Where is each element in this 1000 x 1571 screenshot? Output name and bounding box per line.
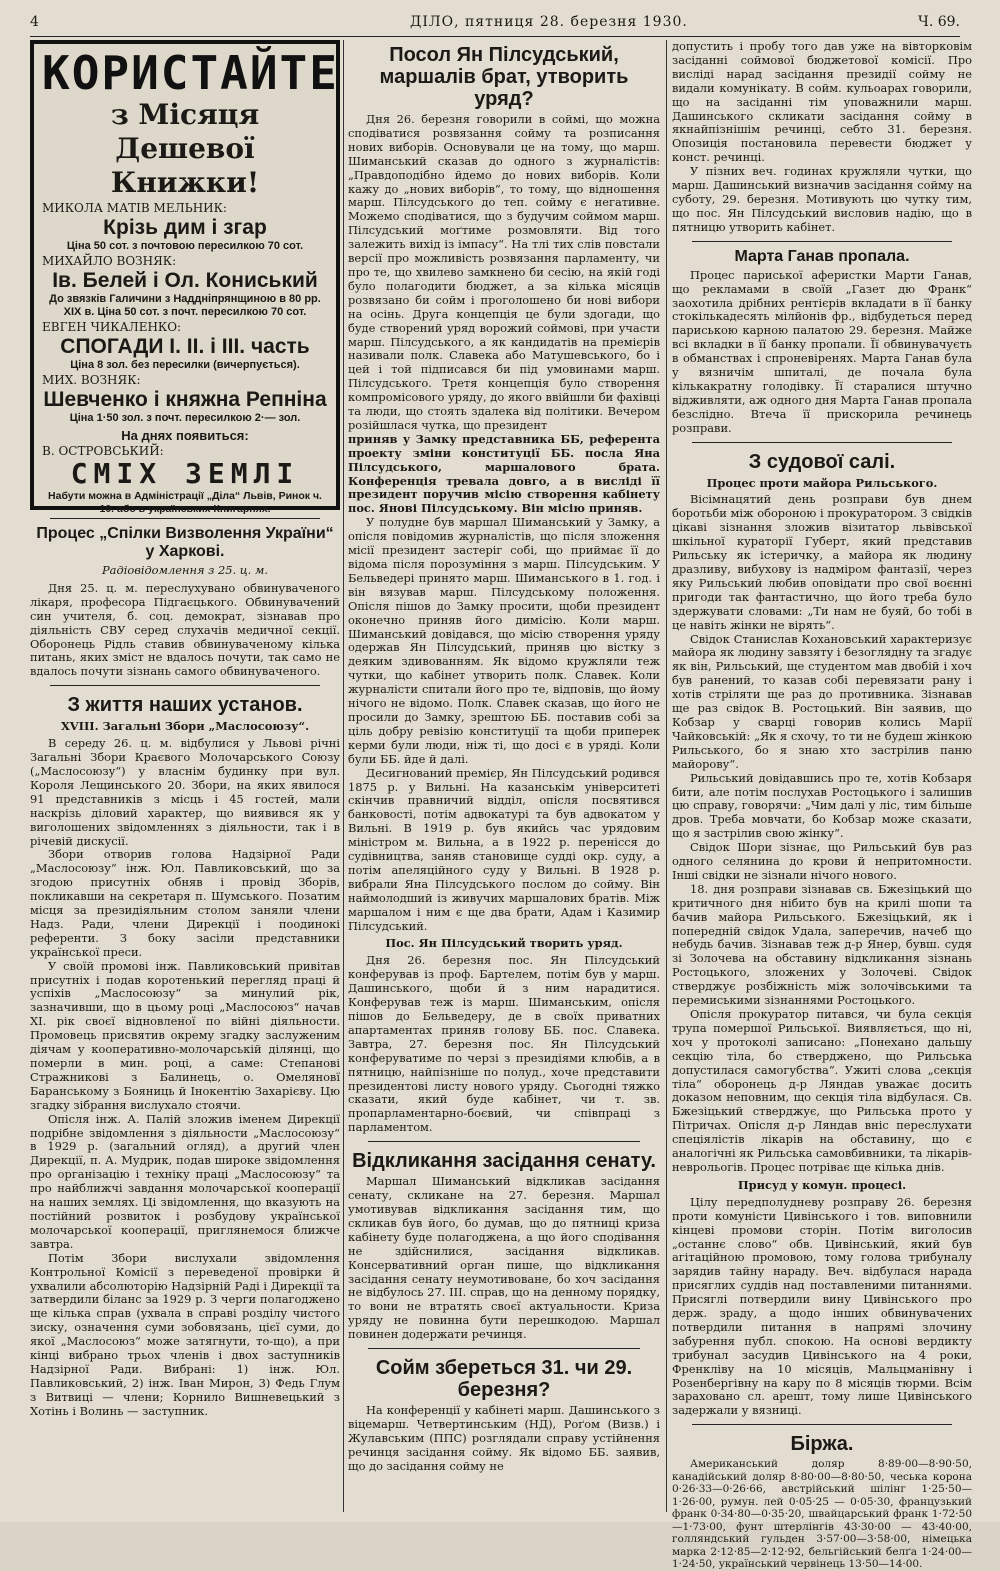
article-paragraph: Дня 26. березня пос. Ян Пілсудський конферував із проф. Бартелем, потім був у марш. Дашинського, щоби й з ним нарадитися. Конферував теж із марш. Шиманським, опісля пішов до Бельведеру, де в своїх приватних апартаментах приняв голову ББ. пос. Славека. Завтра, 27. березня пос. Ян Пілсудський конферуватиме по черзі з президіями клюбів, а в пятницю, найпізніше по полуд., хоче представити президентові листу нового уряду. Сьогодні тяжко сказати, який буде кабінет, чи т. зв. пропарламентарно-боєвий, чи співпраці з парламентом. [348,953,660,1135]
article-paragraph: Свідок Станислав Кохановський характеризує майора як людину завзяту і безоглядну та згадує як він, Рильський, ще студентом мав двобій і хоч був ранений, то казав собі перевязати рану і хотів стріляти ще раз до противника. Зізнавав ще раз свідок В. Ростоцький. Він заявив, що Кобзар у сварці говорив колись Марії Чайковській: „Як я схочу, то ти не будеш жінкою Рильського, бо я знаю хто застрілив паню майорову“. [672,631,972,771]
ad-author: В. ОСТРОВСЬКИЙ: [42,443,164,458]
article-paragraph: Потім Збори вислухали звідомлення Контрольної Комісії з переведеної провірки й ухвалили абсолюторію Надзірній Раді і Дирекції та затвердили біланс за 1929 р. З черги полагоджено ще кілька справ (ухвала в справі розділу чистого зиску, означення суми зобовязань, цієї суми, до якої „Маслосоюз“ може затягнути, то-що), а при кінці вибрано трьох членів і двох заступників Надзірної Ради. Вибрані: 1) інж. Юл. Павликовський, 2) інж. Іван Мирон, 3) Федь Глум з Витвиці — члени; Корнило Вишневецький з Хотінь і Волинь — заступник. [30,1250,340,1418]
ad-price: Ціна 50 сот. з почтовою пересилкою 70 сот. [66,239,304,252]
book-advertisement [30,40,340,516]
ad-author: МИКОЛА МАТІВ МЕЛЬНИК: [42,201,227,215]
article-paragraph: Маршал Шиманський відкликав засідання сенату, скликане на 27. березня. Маршал умотивував відкликання засідання тим, що скликав був його, бо думав, що до пятниці криза кабінету буде полагоджена, а що його сподівання не здійснилися, засідання відкликав. Консервативний орган пише, що відкликання засідання сенату неумотивоване, бо хоч засідання не відбулось 27. III. справ, що на денному порядку, то вони не втратять своєї актуальности. Криза уряду не повинна бути перешкодою. Маршал повинен додержати речинця. [348,1174,660,1342]
ad-subline: з Місяця Дешевої Книжки! [110,98,260,199]
article-paragraph: У пізних веч. годинах кружляли чутки, що марш. Дашинський визначив засідання сойму на суботу, 29. березня. Мотивують цю чутку тим, що пос. Ян Пілсудський висловив надію, що в пятницю утворить кабінет. [672,164,972,234]
column-3 [672,39,972,1571]
article-paragraph: У своїй промові інж. Павликовський привітав присутніх і подав коротенький перегляд праці й успіхів „Маслосоюзу“ за минулий рік, зазначивши, що в цьому році „Маслосоюз“ начав XI. рік своєї відновленої по війні діяльности. Промовець присвятив окрему згадку заслуженим діячам у кооперативно-молочарській ділянці, що померли в мин. році, а саме: Степанові Стражникові з Балинець, о. Омеляновї Баранському з Бояниць й Інокентію Захарієву. Цю згадку зібрання вислухало стоячи. [30,958,340,1112]
column-1 [30,40,340,1510]
ad-footer: Набути можна в Адміністрації „Діла“ Львів, Ринок ч. 10. або в українських Книгарнях. [48,490,322,516]
article-paragraph-bold: приняв у Замку представника ББ, референта проекту зміни конституції ББ. посла Яна Пілсудського, маршалового брата. Конференція тревала довго, а в висліді її президент поручив місію створення кабінету пос. Янові Пілсудському. Він місію приняв. [348,431,660,516]
article-paragraph: Рильський довідавшись про те, хотів Кобзаря бити, але потім послухав Ростоцького і залишив цю справу, говорячи: „Чим далі у ліс, тим більше дров. Треба мовчати, бо Кобзар може сказати, що я застрілив свою жінку“. [672,770,972,841]
page-number: 4 [30,14,39,30]
article-paragraph: Вісімнацятий день розправи був днем боротьби між обороною і прокуратором. З свідків цікаві зізнання зложив візитатор львівської шкільної кураторії Губерт, який представив Рильську як істеричку, а майора як людину дразливу, вибухову із надміром фантазії, через яку Рильський любив оповідати про свої воєнні пригоди так фантастично, що його треба було здержувати словами: „Ти нам не буяй, бо тобі в це навіть жінки не вірять“. [672,492,972,632]
article-paragraph: Збори отворив голова Надзірної Ради „Маслосоюзу“ інж. Юл. Павликовський, що за згодою присутніх обняв і провід Зборів, покликавши на секретаря п. Шумського. Позатим місця за президіяльним столом заняли члени Надз. Ради, члени Дирекції і поодинокі референти. З боку засіли представники української преси. [30,847,340,959]
ad-book-title: Крізь дим і згар [103,215,267,239]
article-headline: Відкликання засідання сенату. [352,1150,656,1173]
divider [692,241,952,242]
ad-author: ЕВГЕН ЧИКАЛЕНКО: [42,319,182,334]
article-headline: З судової салі. [748,450,896,473]
article-paragraph: Свідок Шори зізнає, що Рильський був раз одного селянина до крови й непритомности. Інші свідки не зізнали нічого нового. [672,840,972,882]
ad-author: МИХАЙЛО ВОЗНЯК: [42,253,177,268]
article-paragraph: Процес париської аферистки Марти Ганав, що рекламами в своїй „Газет дю Франк“ заохотила дрібних рентієрів вкладати в її банку стокількадесять мілйонів фр., відбудеться перед париською карною палатою 29. березня. Майже всі вкладки в її банку пропали. Її обвинувачуєть в обманствах і спроневіренях. Марта Ганав була у вязничім шпиталі, де почала була кількакратну голодівку. Її старалися штучно відживляти, аж одного дня Марта Ганав пропала безслідно. Втеча її прискорила речинець розправи. [672,267,972,435]
article-paragraph: В середу 26. ц. м. відбулися у Львові річні Загальні Збори Краєвого Молочарського Союзу („Маслосоюзу“) у власнім будинку при вул. Короля Лещинського 20. Збори, на яких явилося 91 представників з місць і 45 гостей, мали наскрізь діловий характер, що виявився як у виголошених звідомленнях з діяльности, так і в річевій дискусії. [30,736,340,848]
article-subheading: XVIII. Загальні Збори „Маслосоюзу“. [60,719,310,734]
divider [692,1424,952,1425]
article-paragraph: У полудне був маршал Шиманський у Замку, а опісля повідомив журналістів, що після зложення місії президент застеріг собі, що приймає її до відома після порозуміння з марш. Пілсудським. У Бельведері принято марш. Шиманського в 1. год. і він вязував марш. Пілсудському положення. Опісля пішов до Замку просити, щоби президент оконечно приняв його димісію. Коли марш. Шиманський довідався, що місію створення уряду одержав Ян Пілсудський, приняв цю вістку з деяким здивованням. Як відомо кружляли теж чутки, що кабінет утворить полк. Славек. Коли журналісти спитали його про те, відповів, що йому нічого не відомо. Полк. Славек сказав, що його не просили до Замку, зрештою ББ. поставив собі за ціль добру ревізію конституції та щоби приперек керми були люди, ніж ті, що досі є в уряді. Коли були ББ. йде й далі. [348,515,660,766]
issue-number: Ч. 69. [918,14,960,30]
article-headline: Марта Ганав пропала. [734,247,910,265]
article-paragraph: допустить і пробу того дав уже на вівторковім засіданні соймової бюджетової комісії. Про висліді нарад засідання президії сойму не видали комунікату. В сойм. кульоарах говорили, що на засіданні тім уповажнили марш. Дашинського скликати засідання сойму в якнайпізнішім речинці, себто 31. березня. Опозиція постановила перевести бюджет у конст. речинці. [672,39,972,165]
divider [368,1348,640,1349]
article-subheading: Процес проти майора Рильського. [706,475,938,490]
article-paragraph: Опісля прокуратор питався, чи була секція трупа помершої Рильської. Виявляється, що ні, хоч у протоколі записано: „Понехано дальшу секцію тіла, бо стверджено, що Рильська допустилася самогубства“. Ужиті слова „секція тіла“ оборонець д-р Ляндав уважає досить доказом неповним, що секція тіла відбулася. Св. Бжезіцький стверджує, що Рильська прото у Пітричах. Опісля д-р Ляндав вніс переслухати спеціялістів лікарів на обставину, що є аналогічні як Рильська самовбивники, та лікарів-неврольогів. Процес потріває ще кілька днів. [672,1007,972,1174]
article-subheading: Пос. Ян Пілсудський творить уряд. [385,936,623,951]
article-headline: Сойм збереться 31. чи 29. березня? [375,1357,633,1402]
column-2 [348,40,660,1510]
divider [50,685,320,686]
article-headline: Біржа. [790,1433,854,1456]
column-rule [666,40,667,1512]
ad-headline: КОРИСТАЙТЕ [42,46,339,100]
ad-book-title: Шевченко і княжна Репніна [43,387,327,411]
exchange-rates: Американський доляр 8·89·00—8·90·50, канадійський доляр 8·80·00—8·80·50, чеська корона 0·26·33—0·26·66, австрійський шілінг 1·25·50—1·26·00, румун. лей 0·05·25 — 0·05·30, французький франк 0·34·80—0·35·20, швайцарський франк 1·72·50—1·73·00, фунт штерлінгів 43·30·00 — 43·40·00, голляндський гульден 3·57·00—3·58·00, німецька марка 2·12·85—2·12·92, бельгійський белґа 1·24·00—1·24·50, український червінець 13·50—14·00. [672,1458,972,1571]
article-subheading: Присуд у комун. процесі. [737,1177,907,1192]
article-paragraph: Дня 26. березня говорили в соймі, що можна сподіватися розвязання сойму та розписання нових виборів. Основували це на тому, що марш. Шиманський сказав до одного з журналістів: „Правдоподібно йдемо до нових виборів. Коли кажу до „нових виборів“, то тому, що відношення марш. Пілсудського до теп. сойму є негативне. Можемо сподіватися, що з будучим соймом марш. Пілсудський моґтиме розмовляти. Від того залежить вихід із імпасу“. На тлі тих слів повстали версії про можливість розвязання парламенту, чи про те, що хвилево замкнено би сесію, на якій годі було полагодити бюджет, а за кілька місяців розвязано би сойм і проголошено би нові вибори на осінь. Друга концепція це були здогади, що буде створений уряд ворожий соймові, при участи марш. Пілсудського, а як кандидатів на премієрів називали полк. Славека або Матушевського, бо і цей і той підписався би під умовинами марш. Пілсудського. Третя концепція було створення компромісового уряду, до якого ввійшли би фахівці та люди, що стоять здалека від політики. Вечером розійшлася чутка, що президент [348,112,660,432]
article-dateline: Радіовідомлення з 25. ц. м. [102,563,268,577]
article-headline: Процес „Спілки Визволення України“ у Харкові. [36,525,334,560]
ad-price: Ціна 1·50 зол. з почт. пересилкою 2·— зол. [69,411,301,424]
ad-price: До звязків Галичини з Наддніпрянщиною в 80 рр. XIX в. Ціна 50 сот. з почт. пересилкою 70 сот. [49,292,321,318]
article-paragraph: 18. дня розправи зізнавав св. Бжезіцький що критичного дня нібито був на крилі шопи та бачив майора Рильського. Бжезіцький, як і попередній свідок Удала, заперечив, начеб що небудь бачив. Зізнавав теж д-р Янер, бувш. судя зі Золочева на обставину відкликання зізнань Ростоцького, зложених у Золочеві. Свідок стверджує розбіжність між золочівськими та перемиськими зізнаннями Ростоцького. [672,881,972,1008]
ad-coming-soon: На днях появиться: [121,427,249,443]
column-rule [343,40,344,1512]
ad-author: МИХ. ВОЗНЯК: [42,372,141,387]
masthead [30,14,960,37]
divider [692,442,952,443]
article-paragraph: Дня 25. ц. м. переслухувано обвинуваченого лікаря, професора Підгаєцького. Обвинувачений син учителя, б. соц. демократ, зізнавав про діяльність СВУ серед слухачів медичної секції. Оборонець Рідль ставив обвинуваченому кілька питань, яких зміст не вдалось почути, так само не вдалось почути зізнань самого обвинуваченого. [30,580,340,679]
ad-book-title: СПОГАДИ I. II. і III. часть [60,334,310,358]
article-paragraph: Опісля інж. А. Палій зложив іменем Дирекції подрібне звідомлення з діяльности „Маслосоюзу“ в 1929 р. (загальний огляд), а другий член Дирекції, п. А. Мудрик, подав широке звідомлення про організацію і техніку праці „Маслосоюзу“ та про найближчі завдання молочарської кооперації на наших землях. Ці звідомлення, що вказують на постійний розвиток і розбудову української молочарської кооперації, приглянемося ближче завтра. [30,1111,340,1251]
article-headline: З життя наших установ. [67,694,303,717]
divider [50,518,320,519]
article-paragraph: Цілу передполудневу розправу 26. березня проти комуністи Цивінського і тов. виповнили кінцеві промови сторін. Потім виголосив „останнє слово“ обв. Цивінський, який був агітаційною промовою, тому голова трибуналу зарядив тайну нараду. Веч. відбулася нарада присяглих суддів над поставленими питаннями. Присяглі потвердили вину Цивінського про держ. зраду, а щодо інших обвинувачених потвердили питання в напрямі злочину забурення публ. спокою. На основі вердикту трибунал засудив Цивінського на 4 роки, Френкліву на 10 місяців, Мальцманівну і Розенбергівну на кару по 8 місяців тюрми. Всім зараховано сл. арешт, тому лише Цивінського задержали у вязниці. [672,1194,972,1418]
article-headline: Посол Ян Пілсудський, маршалів брат, утворить уряд? [379,44,629,110]
article-paragraph: Десигнований премієр, Ян Пілсудський родився 1875 р. у Вильні. На казанськім університеті скінчив правничий відділ, опісля посвятився банковості, потім адвокатурі та був адвокатом у Вильні. В 1919 р. був якийсь час урядовим міністром м. Вильна, а в 1922 р. перенісся до судівництва, заняв становище судді окр. суду, а потім апеляційного суду у Вильні. В 1928 р. вибрали Яна Пілсудського послом до сойму. Він наймолодший із живучих маршалових братів. Між маршалом і ним є ще два брати, Адам і Казимир Пілсудський. [348,765,660,933]
article-paragraph: На конференції у кабінеті марш. Дашинського з віцемарш. Четвертинським (НД), Роґом (Визв.) і Жулавським (ППС) розглядали справу устійнення речинця засідання сойму. Як відомо ББ. заявив, що до засідання сойму не [348,1403,660,1473]
ad-book-title: Ів. Белей і Ол. Кониський [52,268,318,292]
divider [368,1141,640,1142]
ad-book-title: СМІХ ЗЕМЛІ [70,457,300,491]
ad-price: Ціна 8 зол. без пересилки (вичерпується). [70,358,300,371]
masthead-title: ДІЛО, пятниця 28. березня 1930. [410,14,688,30]
